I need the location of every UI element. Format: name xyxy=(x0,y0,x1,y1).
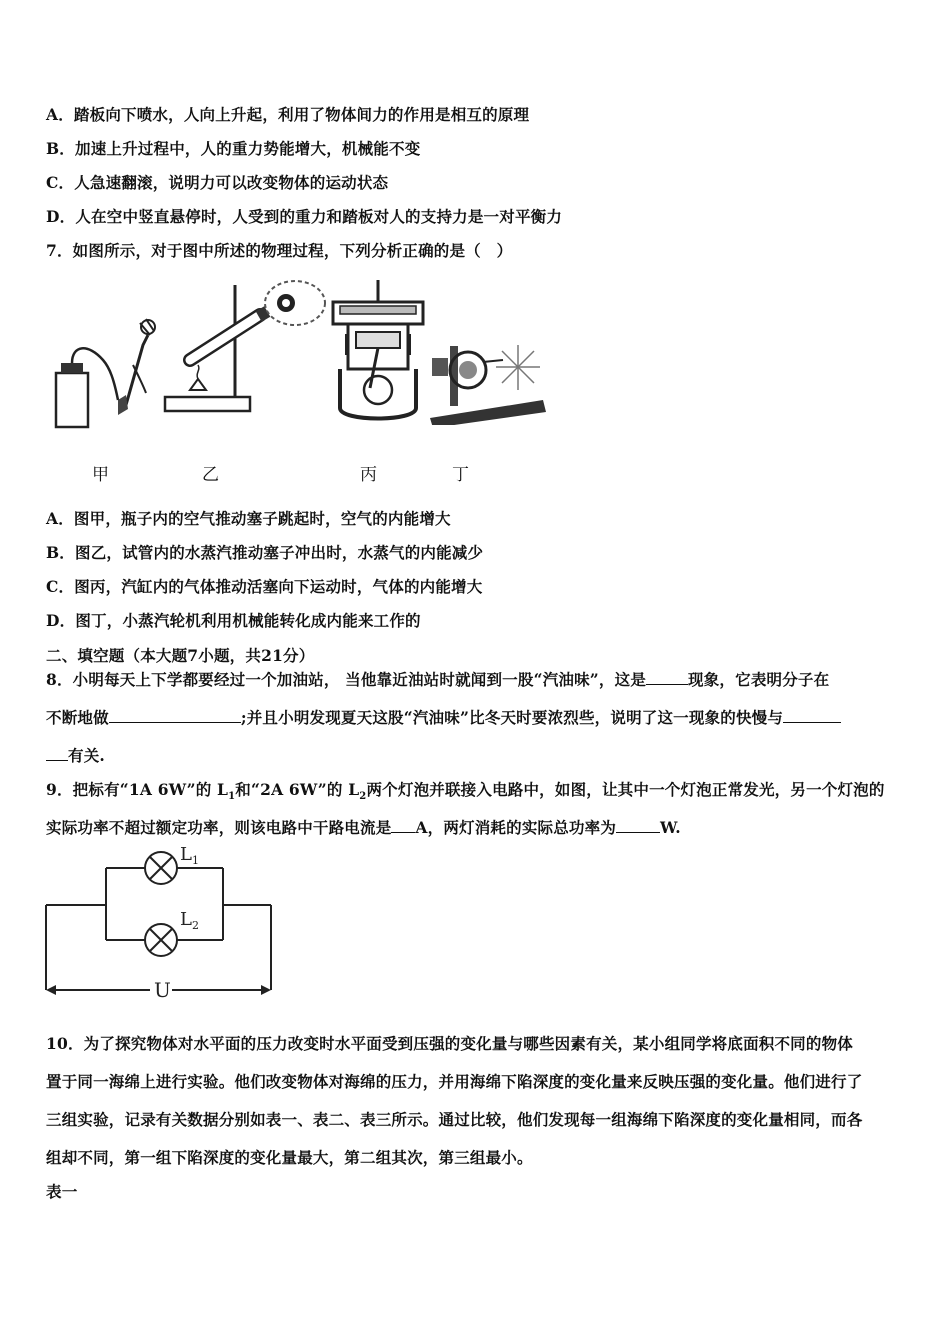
q9-sub-1: 1 xyxy=(228,791,236,803)
table-1-label: 表一 xyxy=(46,1182,78,1201)
q9-text-1a: 9．把标有“1A 6W”的 L xyxy=(46,780,229,799)
svg-text:L2 xyxy=(180,909,199,932)
figure-ding-turbine xyxy=(428,340,548,425)
circuit-label-L1-sub: 1 xyxy=(191,854,199,867)
q6-option-a: A．踏板向下喷水，人向上升起，利用了物体间力的作用是相互的原理 xyxy=(46,105,530,124)
q8-blank-1[interactable] xyxy=(646,670,688,685)
q8-text-1b: 现象，它表明分子在 xyxy=(688,670,830,689)
q7-stem: 7．如图所示，对于图中所述的物理过程，下列分析正确的是（ ） xyxy=(46,241,513,260)
figure-bing-engine xyxy=(328,280,428,425)
q6-option-b: B．加速上升过程中，人的重力势能增大，机械能不变 xyxy=(46,139,421,158)
q8-blank-3[interactable] xyxy=(783,708,841,723)
figure-label-jia: 甲 xyxy=(92,465,109,485)
svg-text:L1 xyxy=(180,844,199,867)
q8-text-2b: ;并且小明发现夏天这股“汽油味”比冬天时要浓烈些，说明了这一现象的快慢与 xyxy=(240,708,784,727)
q9-blank-1[interactable] xyxy=(391,818,415,833)
figure-label-bing: 丙 xyxy=(360,465,377,485)
circuit-label-L2-sub: 2 xyxy=(191,919,199,932)
q9-text-2a: 实际功率不超过额定功率，则该电路中干路电流是 xyxy=(46,818,392,837)
q8-blank-2[interactable] xyxy=(109,708,241,723)
figure-label-yi: 乙 xyxy=(202,465,219,485)
q6-option-c: C．人急速翻滚，说明力可以改变物体的运动状态 xyxy=(46,173,389,192)
q8-text-3: 有关. xyxy=(68,746,105,765)
q8-text-1a: 8．小明每天上下学都要经过一个加油站， 当他靠近油站时就闻到一股“汽油味”，这是 xyxy=(46,670,647,689)
q8-line-1 xyxy=(46,668,829,690)
circuit-label-L2: L xyxy=(180,909,192,930)
q7-option-c: C．图丙，汽缸内的气体推动活塞向下运动时，气体的内能增大 xyxy=(46,577,483,596)
q10-line-2: 置于同一海绵上进行实验。他们改变物体对海绵的压力，并用海绵下陷深度的变化量来反映压强的变化量。他们进行了 xyxy=(46,1072,863,1091)
figure-label-ding: 丁 xyxy=(452,465,469,485)
q9-text-2b: A，两灯消耗的实际总功率为 xyxy=(415,818,617,837)
circuit-label-L1: L xyxy=(180,844,192,865)
q6-option-d: D．人在空中竖直悬停时，人受到的重力和踏板对人的支持力是一对平衡力 xyxy=(46,207,563,226)
q9-text-1c: 两个灯泡并联接入电路中，如图，让其中一个灯泡正常发光，另一个灯泡的 xyxy=(366,780,885,799)
figure-yi-test-tube xyxy=(160,275,335,425)
q9-text-1b: 和“2A 6W”的 L xyxy=(235,780,360,799)
q7-option-b: B．图乙，试管内的水蒸汽推动塞子冲出时，水蒸气的内能减少 xyxy=(46,543,484,562)
q9-sub-2: 2 xyxy=(359,791,367,803)
q9-line-2 xyxy=(46,816,681,838)
q10-line-3: 三组实验，记录有关数据分别如表一、表二、表三所示。通过比较，他们发现每一组海绵下陷深度的变化量相同，而各 xyxy=(46,1110,863,1129)
circuit-label-U: U xyxy=(154,978,171,1002)
q9-blank-2[interactable] xyxy=(616,818,660,833)
section-2-title: 二、填空题（本大题7小题，共21分） xyxy=(46,646,315,665)
q7-option-a: A．图甲，瓶子内的空气推动塞子跳起时，空气的内能增大 xyxy=(46,509,451,528)
figure-jia-bottle xyxy=(48,305,163,435)
q9-text-2c: W. xyxy=(660,818,681,837)
q8-blank-3-cont[interactable] xyxy=(46,746,68,761)
q10-line-1: 10．为了探究物体对水平面的压力改变时水平面受到压强的变化量与哪些因素有关，某小组同学将底面积不同的物体 xyxy=(46,1034,853,1053)
q8-text-2a: 不断地做 xyxy=(46,708,109,727)
q8-line-3 xyxy=(46,744,105,766)
circuit-diagram xyxy=(40,840,280,1005)
q10-line-4: 组却不同，第一组下陷深度的变化量最大，第二组其次，第三组最小。 xyxy=(46,1148,533,1167)
q7-option-d: D．图丁，小蒸汽轮机利用机械能转化成内能来工作的 xyxy=(46,611,421,630)
q9-line-1 xyxy=(46,778,885,802)
q8-line-2 xyxy=(46,706,841,728)
